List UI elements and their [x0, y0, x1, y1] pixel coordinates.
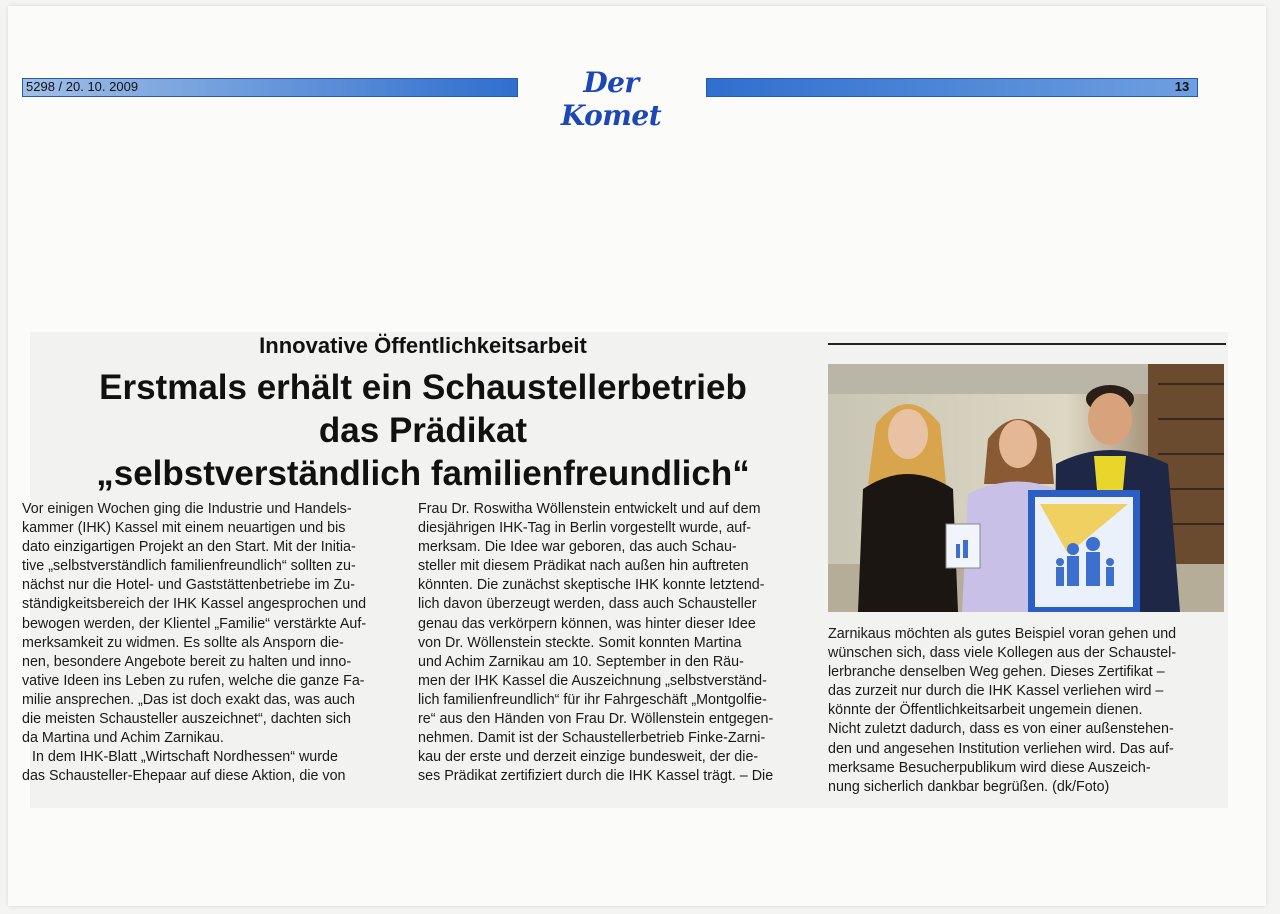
text-line: tive „selbstverständlich familienfreundlich“ sollten zu- [22, 558, 356, 575]
issue-date: 5298 / 20. 10. 2009 [26, 79, 139, 94]
text-line: das zurzeit nur durch die IHK Kassel verliehen wird – [828, 683, 1164, 700]
text-line: könnten. Die zunächst skeptische IHK konnte letztend- [418, 577, 765, 594]
text-line: die meisten Schausteller auszeichnet“, dachten sich [22, 711, 352, 728]
text-line: steller mit diesem Prädikat nach außen hin auftreten [418, 558, 749, 575]
text-line: dato einzigartigen Projekt an den Start. Mit der Initia- [22, 539, 356, 556]
text-line: ses Prädikat zertifiziert durch die IHK Kassel trägt. – Die [418, 768, 774, 785]
text-line: Frau Dr. Roswitha Wöllenstein entwickelt und auf dem [418, 501, 761, 517]
text-line: lerbranche denselben Weg gehen. Dieses Zertifikat – [828, 664, 1165, 681]
photo-illustration [828, 364, 1224, 612]
text-line: da Martina und Achim Zarnikau. [22, 730, 224, 747]
text-line: diesjährigen IHK-Tag in Berlin vorgestellt wurde, auf- [418, 520, 751, 537]
article-kicker: Innovative Öffentlichkeitsarbeit [259, 333, 587, 358]
text-line: Vor einigen Wochen ging die Industrie und Handels- [22, 501, 352, 517]
newspaper-logo: Der Komet [560, 66, 662, 132]
text-line: Nicht zuletzt dadurch, dass es von einer außenstehen- [828, 721, 1174, 738]
headline-line: „selbstverständlich familienfreundlich“ [96, 454, 750, 493]
column-rule [828, 343, 1226, 345]
text-line: men der IHK Kassel die Auszeichnung „selbstverständ- [418, 672, 767, 689]
text-line: das Schausteller-Ehepaar auf diese Aktion, die von [22, 768, 346, 785]
text-line: re“ aus den Händen von Frau Dr. Wöllenstein entgegen- [418, 711, 774, 728]
text-line: bewogen werden, der Klientel „Familie“ verstärkte Auf- [22, 615, 367, 632]
text-line: nung sicherlich dankbar begrüßen. (dk/Foto) [828, 778, 1110, 795]
text-line: merksam. Die Idee war geboren, das auch Schau- [418, 539, 737, 556]
text-line: merksame Besucherpublikum wird diese Auszeich- [828, 759, 1151, 776]
article-column-2 [418, 500, 811, 786]
text-line: ständigkeitsbereich der IHK Kassel angesprochen und [22, 596, 367, 613]
text-line: merksamkeit zu widmen. Es sollte als Ansporn die- [22, 634, 344, 651]
text-line: den und angesehen Institution verliehen wird. Das auf- [828, 740, 1174, 757]
text-line: milie ansprechen. „Das ist doch exakt das, was auch [22, 691, 355, 708]
text-line: kau der erste und derzeit einzige bundesweit, der die- [418, 749, 759, 766]
article-photo [828, 364, 1224, 612]
text-line: von Dr. Wöllenstein steckte. Somit konnten Martina [418, 634, 742, 651]
article-headline [30, 366, 816, 495]
header-bar-right [706, 78, 1198, 97]
text-line: lich davon überzeugt werden, dass auch Schausteller [418, 596, 757, 613]
article-column-1 [22, 500, 405, 786]
text-line: Zarnikaus möchten als gutes Beispiel voran gehen und [828, 626, 1177, 642]
text-line: nen, besondere Angebote bereit zu halten und inno- [22, 653, 352, 670]
headline-line: das Prädikat [318, 411, 528, 450]
text-line: und Achim Zarnikau am 10. September in den Räu- [418, 653, 744, 670]
text-line: wünschen sich, dass viele Kollegen aus der Schaustel- [828, 645, 1177, 662]
text-line: genau das verkörpern können, was hinter dieser Idee [418, 615, 756, 632]
text-line: nehmen. Damit ist der Schaustellerbetrieb Finke-Zarni- [418, 730, 766, 747]
article-column-3 [828, 625, 1224, 797]
text-line: In dem IHK-Blatt „Wirtschaft Nordhessen“ wurde [32, 749, 338, 766]
text-line: nächst nur die Hotel- und Gaststättenbetriebe im Zu- [22, 577, 355, 594]
text-line: vative Ideen ins Leben zu rufen, welche die ganze Fa- [22, 672, 365, 689]
text-line: kammer (IHK) Kassel mit einem neuartigen und bis [22, 520, 346, 537]
text-line: könnte der Öffentlichkeitsarbeit ungemein dienen. [828, 702, 1143, 719]
headline-line: Erstmals erhält ein Schaustellerbetrieb [99, 368, 747, 407]
text-line: lich familienfreundlich“ für ihr Fahrgeschäft „Montgolfie- [418, 691, 767, 708]
page-number: 13 [1174, 79, 1190, 94]
